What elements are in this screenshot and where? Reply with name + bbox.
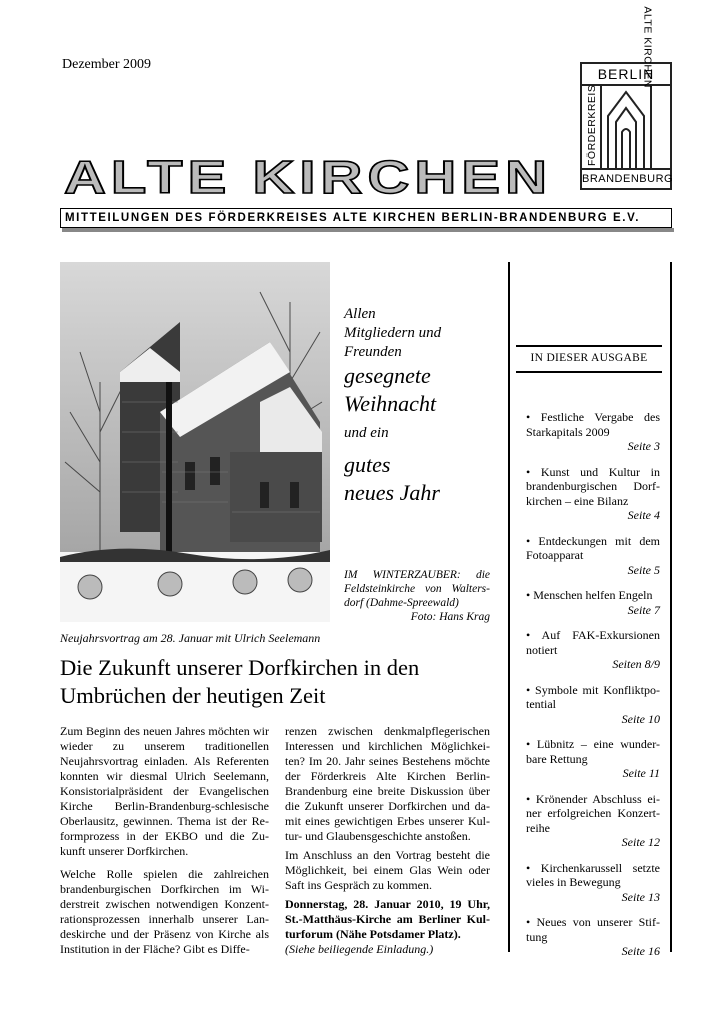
toc-item — [526, 861, 660, 905]
toc-item-title: • Krönender Abschluss ei-ner erfolgreichen Konzert-reihe — [526, 791, 660, 835]
toc-item — [526, 628, 660, 672]
svg-text:ALTE KIRCHEN: ALTE KIRCHEN — [64, 151, 552, 203]
toc-item — [526, 534, 660, 578]
column-divider-left — [508, 262, 510, 952]
masthead-subtitle: MITTEILUNGEN DES FÖRDERKREISES ALTE KIRCHEN BERLIN-BRANDENBURG E.V. — [60, 208, 672, 228]
logo-top-text: BERLIN — [582, 64, 670, 86]
toc-item-title: • Lübnitz – eine wunder-bare Rettung — [526, 737, 660, 766]
toc-item-page: Seite 13 — [621, 889, 660, 904]
toc-item — [526, 683, 660, 727]
toc-item-page: Seite 16 — [621, 944, 660, 958]
toc-item-title: • Symbole mit Konfliktpo-tential — [526, 682, 660, 711]
toc-item — [526, 792, 660, 850]
toc-heading: IN DIESER AUSGABE — [516, 345, 662, 373]
column-divider-right — [670, 262, 672, 952]
toc-item-page: Seite 4 — [627, 508, 660, 522]
logo-left-text: FÖRDERKREIS — [586, 84, 598, 166]
invitation-note: (Siehe beiliegende Einladung.) — [285, 942, 434, 956]
issue-date: Dezember 2009 — [62, 57, 152, 72]
toc-item — [526, 410, 660, 454]
toc-item-title: • Festliche Vergabe des Starkapitals 2009 — [526, 410, 660, 439]
holiday-greeting: Allen Mitgliedern und Freunden gesegnete Weihnacht und ein gutes neues Jahr — [344, 306, 442, 505]
toc-item-title: • Entdeckungen mit dem Fotoapparat — [526, 533, 660, 562]
church-photo — [60, 262, 330, 622]
toc-item-title: • Kunst und Kultur in brandenburgischen Dorf-kirchen – eine Bilanz — [526, 464, 660, 508]
toc-item-page: Seite 3 — [627, 439, 660, 453]
toc-item-page: Seiten 8/9 — [612, 657, 660, 671]
article-headline: Die Zukunft unserer Dorfkirchen in den Umbrüchen der heutigen Zeit — [60, 655, 420, 708]
event-details: Donnerstag, 28. Januar 2010, 19 Uhr, St.-Matthäus-Kirche am Berliner Kul-turforum (Nähe Potsdamer Platz). — [285, 897, 490, 941]
toc-item-title: • Menschen helfen Engeln — [526, 588, 653, 602]
toc-item — [526, 915, 660, 959]
toc-item — [526, 465, 660, 523]
logo-bottom-text: BRANDENBURG — [582, 168, 670, 188]
toc-item — [526, 588, 660, 617]
toc-item-page: Seite 11 — [622, 766, 660, 780]
toc-item — [526, 737, 660, 781]
church-icon — [602, 86, 650, 170]
table-of-contents — [526, 410, 660, 970]
toc-item-title: • Auf FAK-Exkursionen notiert — [526, 628, 660, 657]
article-column-1: Zum Beginn des neuen Jahres möchten wir wieder zu unserem traditionellen Neujahrsvortrag einladen. Als Referenten konnten wir diesmal Ulrich Seelemann, Konsistorialpräsident der Evangelischen Kirche Berlin-Brandenburg-schlesische Oberlausitz, gewinnen. Thema ist der Re-formprozess in der EKBO und die Zu-kunft unserer Dorfkirchen. Welche Rolle spielen die zahlreichen brandenburgischen Dorfkirchen im Wi-derstreit zwischen notwendigen Konzent-rationsprozessen innerhalb unserer Lan-deskirche und der Präsenz von Kirche als Institution in der Fläche? Gibt es Diffe- — [60, 724, 269, 956]
photo-credit: Foto: Hans Krag — [410, 611, 490, 623]
toc-item-page: Seite 10 — [621, 711, 660, 726]
toc-item-title: • Neues von unserer Stif-tung — [526, 915, 660, 944]
toc-item-page: Seite 5 — [627, 562, 660, 577]
article-kicker: Neujahrsvortrag am 28. Januar mit Ulrich Seelemann — [60, 631, 321, 645]
masthead-title — [60, 147, 560, 203]
logo-right-text: ALTE KIRCHEN — [642, 6, 654, 88]
toc-item-page: Seite 12 — [621, 835, 660, 849]
association-logo — [580, 6, 674, 190]
article-column-2: renzen zwischen denkmalpflegerischen Interessen und kirchlichen Möglichkei-ten? Im 20. Jahr seines Bestehens möchte der Förderkreis Alte Kirchen Berlin-Brandenburg eine breite Diskussion über die Zukunft unserer Dorfkirchen und da-mit eines gewichtigen Erbes unserer Kul-tur- und Glaubensgeschichte anstoßen. Im Anschluss an den Vortrag besteht die Möglichkeit, bei einem Glas Wein oder Saft ins Gespräch zu kommen. Donnerstag, 28. Januar 2010, 19 Uhr, St.-Matthäus-Kirche am Berliner Kul-turforum (Nähe Potsdamer Platz). (Siehe beiliegende Einladung.) — [285, 724, 490, 956]
toc-item-page: Seite 7 — [627, 602, 660, 617]
toc-item-title: • Kirchenkarussell setzte vieles in Bewegung — [526, 860, 660, 889]
photo-caption: IM WINTERZAUBER: die Feldsteinkirche von Walters-dorf (Dahme-Spreewald) Foto: Hans Krag — [344, 569, 490, 623]
